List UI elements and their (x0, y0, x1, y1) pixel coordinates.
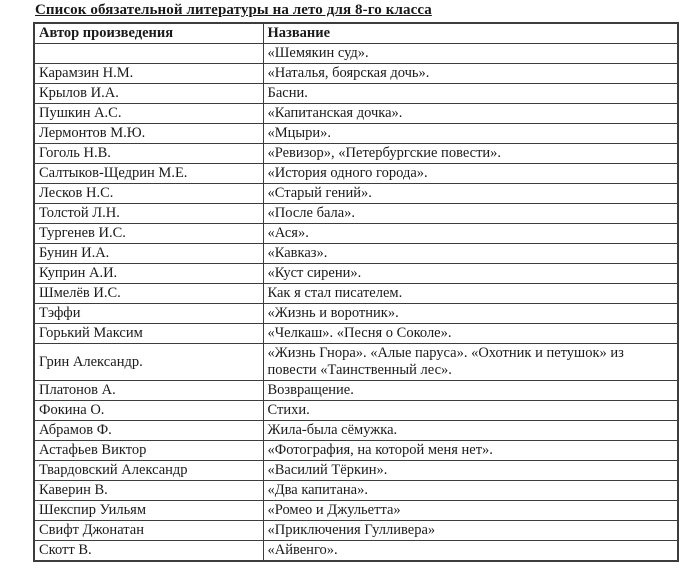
author-cell: Абрамов Ф. (34, 421, 263, 441)
author-cell: Шекспир Уильям (34, 501, 263, 521)
author-cell: Бунин И.А. (34, 244, 263, 264)
author-column-header: Автор произведения (34, 23, 263, 44)
title-cell: «Мцыри». (263, 124, 678, 144)
author-cell: Толстой Л.Н. (34, 204, 263, 224)
table-row (34, 541, 678, 562)
title-cell: «Куст сирени». (263, 264, 678, 284)
table-row (34, 284, 678, 304)
table-row (34, 204, 678, 224)
table-row (34, 164, 678, 184)
author-cell: Тургенев И.С. (34, 224, 263, 244)
title-cell: «Ася». (263, 224, 678, 244)
author-cell: Тэффи (34, 304, 263, 324)
table-row (34, 441, 678, 461)
table-row (34, 264, 678, 284)
table-row (34, 44, 678, 64)
title-cell: Как я стал писателем. (263, 284, 678, 304)
page-title: Список обязательной литературы на лето для 8-го класса (35, 2, 432, 18)
author-cell: Скотт В. (34, 541, 263, 562)
title-cell: «Ромео и Джульетта» (263, 501, 678, 521)
table-row (34, 324, 678, 344)
title-cell: «Фотография, на которой меня нет». (263, 441, 678, 461)
table-row (34, 481, 678, 501)
title-cell: «Два капитана». (263, 481, 678, 501)
author-cell: Пушкин А.С. (34, 104, 263, 124)
author-cell: Крылов И.А. (34, 84, 263, 104)
table-row (34, 104, 678, 124)
title-cell: «Капитанская дочка». (263, 104, 678, 124)
author-cell: Гоголь Н.В. (34, 144, 263, 164)
title-cell: «Айвенго». (263, 541, 678, 562)
author-cell: Горький Максим (34, 324, 263, 344)
title-cell: «Жизнь Гнора». «Алые паруса». «Охотник и петушок» из повести «Таинственный лес». (263, 344, 678, 381)
table-row (34, 401, 678, 421)
author-cell: Карамзин Н.М. (34, 64, 263, 84)
table-row (34, 344, 678, 381)
table-row (34, 124, 678, 144)
header-row (34, 23, 678, 44)
author-cell: Куприн А.И. (34, 264, 263, 284)
reading-list-table (33, 22, 679, 562)
table-row (34, 421, 678, 441)
table-row (34, 224, 678, 244)
author-cell: Лермонтов М.Ю. (34, 124, 263, 144)
table-row (34, 381, 678, 401)
author-cell: Астафьев Виктор (34, 441, 263, 461)
table-row (34, 64, 678, 84)
table-row (34, 304, 678, 324)
title-cell: «Кавказ». (263, 244, 678, 264)
table-row (34, 244, 678, 264)
author-cell: Фокина О. (34, 401, 263, 421)
title-cell: Стихи. (263, 401, 678, 421)
title-cell: «Наталья, боярская дочь». (263, 64, 678, 84)
title-cell: Жила-была сёмужка. (263, 421, 678, 441)
table-row (34, 501, 678, 521)
author-cell: Свифт Джонатан (34, 521, 263, 541)
title-cell: Басни. (263, 84, 678, 104)
title-cell: «Шемякин суд». (263, 44, 678, 64)
author-cell: Грин Александр. (34, 344, 263, 381)
title-cell: «Жизнь и воротник». (263, 304, 678, 324)
author-cell: Твардовский Александр (34, 461, 263, 481)
author-cell: Лесков Н.С. (34, 184, 263, 204)
author-cell: Салтыков-Щедрин М.Е. (34, 164, 263, 184)
title-column-header: Название (263, 23, 678, 44)
table-row (34, 144, 678, 164)
title-cell: «Челкаш». «Песня о Соколе». (263, 324, 678, 344)
table-row (34, 84, 678, 104)
title-cell: Возвращение. (263, 381, 678, 401)
title-cell: «Приключения Гулливера» (263, 521, 678, 541)
author-cell: Шмелёв И.С. (34, 284, 263, 304)
title-cell: «Василий Тёркин». (263, 461, 678, 481)
table-row (34, 184, 678, 204)
title-cell: «Ревизор», «Петербургские повести». (263, 144, 678, 164)
author-cell: Каверин В. (34, 481, 263, 501)
author-cell (34, 44, 263, 64)
title-cell: «Старый гений». (263, 184, 678, 204)
title-cell: «История одного города». (263, 164, 678, 184)
author-cell: Платонов А. (34, 381, 263, 401)
table-row (34, 461, 678, 481)
table-body (34, 44, 678, 562)
title-cell: «После бала». (263, 204, 678, 224)
table-row (34, 521, 678, 541)
